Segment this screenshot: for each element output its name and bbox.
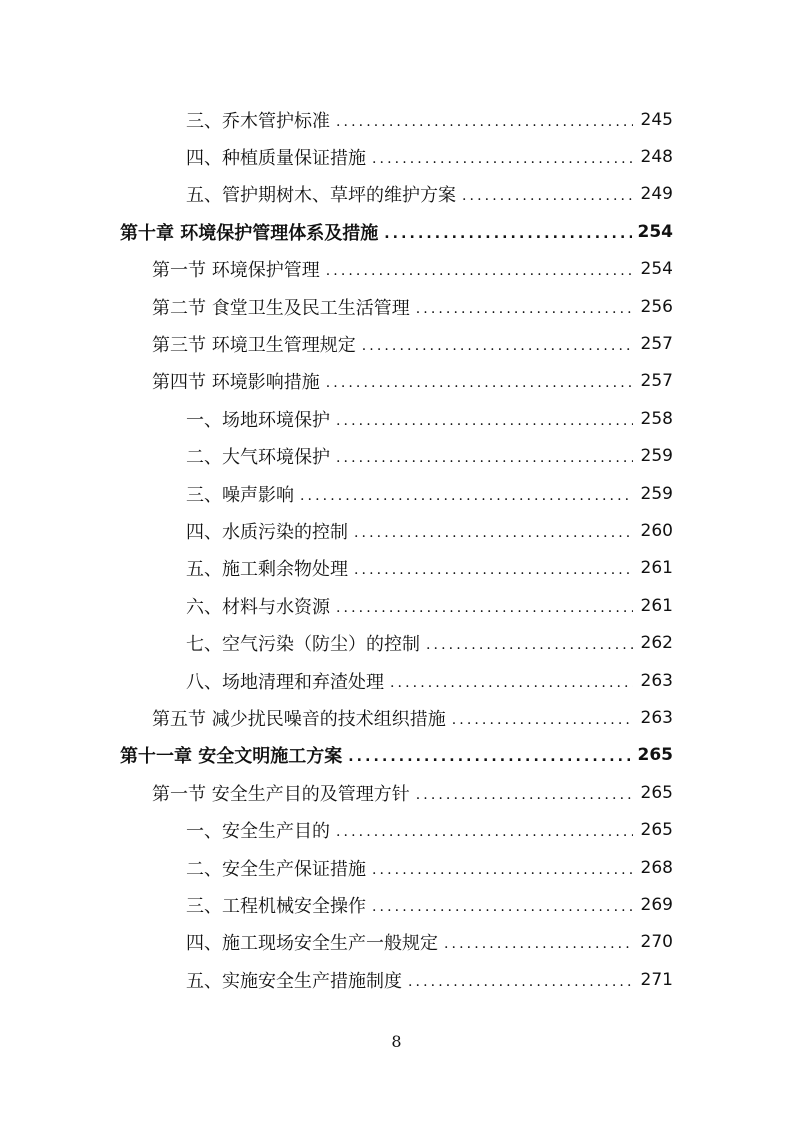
toc-entry-title: 五、实施安全生产措施制度 [186, 970, 402, 992]
toc-entry-page-number: 257 [640, 371, 673, 392]
toc-entry-title: 第一节 安全生产目的及管理方针 [152, 783, 410, 805]
toc-entry-title: 七、空气污染（防尘）的控制 [186, 634, 420, 656]
toc-entry-title: 八、场地清理和弃渣处理 [186, 671, 384, 693]
toc-entry-title: 第二节 食堂卫生及民工生活管理 [152, 297, 410, 319]
toc-subsection-entry[interactable] [0, 662, 793, 699]
toc-subsection-entry[interactable] [0, 811, 793, 848]
toc-dot-leader [452, 709, 633, 727]
toc-dot-leader [408, 971, 633, 989]
table-of-contents [0, 101, 793, 998]
toc-entry-page-number: 265 [640, 820, 673, 841]
toc-entry-page-number: 261 [640, 595, 673, 616]
toc-subsection-entry[interactable] [0, 550, 793, 587]
toc-dot-leader [372, 859, 633, 877]
toc-subsection-entry[interactable] [0, 624, 793, 661]
toc-subsection-entry[interactable] [0, 138, 793, 175]
toc-section-entry[interactable] [0, 325, 793, 362]
toc-entry-title: 六、材料与水资源 [186, 596, 330, 618]
toc-entry-page-number: 259 [640, 446, 673, 467]
toc-subsection-entry[interactable] [0, 849, 793, 886]
toc-entry-page-number: 268 [640, 857, 673, 878]
toc-entry-title: 三、工程机械安全操作 [186, 895, 366, 917]
toc-dot-leader [354, 559, 633, 577]
toc-dot-leader [336, 111, 633, 129]
toc-subsection-entry[interactable] [0, 924, 793, 961]
toc-dot-leader [336, 410, 633, 428]
toc-section-entry[interactable] [0, 699, 793, 736]
toc-entry-page-number: 245 [640, 109, 673, 130]
toc-section-entry[interactable] [0, 251, 793, 288]
toc-dot-leader [444, 933, 633, 951]
toc-entry-page-number: 265 [637, 745, 673, 766]
toc-entry-title: 第十一章 安全文明施工方案 [120, 746, 343, 768]
toc-entry-page-number: 262 [640, 633, 673, 654]
toc-entry-page-number: 271 [640, 969, 673, 990]
toc-entry-title: 第三节 环境卫生管理规定 [152, 335, 356, 357]
toc-entry-title: 三、噪声影响 [186, 484, 294, 506]
toc-section-entry[interactable] [0, 774, 793, 811]
toc-entry-title: 第一节 环境保护管理 [152, 260, 320, 282]
toc-dot-leader [362, 335, 633, 353]
toc-entry-title: 二、安全生产保证措施 [186, 858, 366, 880]
toc-entry-title: 五、管护期树木、草坪的维护方案 [186, 185, 456, 207]
toc-entry-page-number: 257 [640, 334, 673, 355]
toc-section-entry[interactable] [0, 288, 793, 325]
toc-dot-leader [416, 784, 633, 802]
toc-dot-leader [372, 148, 633, 166]
toc-entry-page-number: 269 [640, 894, 673, 915]
toc-dot-leader [426, 634, 633, 652]
toc-entry-page-number: 263 [640, 707, 673, 728]
toc-chapter-entry[interactable] [0, 213, 793, 250]
toc-dot-leader [348, 746, 631, 764]
toc-dot-leader [336, 597, 633, 615]
toc-subsection-entry[interactable] [0, 886, 793, 923]
toc-entry-title: 三、乔木管护标准 [186, 110, 330, 132]
toc-dot-leader [384, 223, 631, 241]
toc-entry-page-number: 254 [640, 259, 673, 280]
toc-subsection-entry[interactable] [0, 438, 793, 475]
toc-entry-title: 第五节 减少扰民噪音的技术组织措施 [152, 708, 446, 730]
toc-subsection-entry[interactable] [0, 101, 793, 138]
toc-entry-title: 二、大气环境保护 [186, 447, 330, 469]
toc-subsection-entry[interactable] [0, 512, 793, 549]
toc-entry-page-number: 248 [640, 147, 673, 168]
toc-entry-page-number: 263 [640, 670, 673, 691]
toc-entry-page-number: 256 [640, 296, 673, 317]
toc-entry-page-number: 260 [640, 520, 673, 541]
toc-subsection-entry[interactable] [0, 961, 793, 998]
toc-chapter-entry[interactable] [0, 737, 793, 774]
toc-dot-leader [354, 522, 633, 540]
toc-dot-leader [416, 298, 633, 316]
toc-dot-leader [326, 372, 633, 390]
toc-entry-title: 一、安全生产目的 [186, 821, 330, 843]
toc-entry-page-number: 261 [640, 558, 673, 579]
toc-entry-page-number: 258 [640, 408, 673, 429]
toc-entry-title: 第四节 环境影响措施 [152, 372, 320, 394]
toc-entry-title: 四、种植质量保证措施 [186, 148, 366, 170]
toc-entry-page-number: 265 [640, 782, 673, 803]
toc-dot-leader [390, 672, 633, 690]
toc-entry-title: 五、施工剩余物处理 [186, 559, 348, 581]
toc-dot-leader [300, 485, 633, 503]
toc-subsection-entry[interactable] [0, 587, 793, 624]
toc-subsection-entry[interactable] [0, 400, 793, 437]
toc-entry-title: 四、水质污染的控制 [186, 521, 348, 543]
toc-dot-leader [336, 447, 633, 465]
toc-dot-leader [326, 260, 633, 278]
toc-entry-title: 第十章 环境保护管理体系及措施 [120, 222, 379, 244]
toc-section-entry[interactable] [0, 363, 793, 400]
toc-dot-leader [372, 896, 633, 914]
toc-entry-page-number: 259 [640, 483, 673, 504]
toc-entry-page-number: 249 [640, 184, 673, 205]
toc-subsection-entry[interactable] [0, 176, 793, 213]
toc-subsection-entry[interactable] [0, 475, 793, 512]
toc-entry-page-number: 270 [640, 932, 673, 953]
page-number: 8 [391, 1032, 402, 1051]
toc-entry-page-number: 254 [637, 221, 673, 242]
toc-dot-leader [462, 185, 633, 203]
toc-entry-title: 四、施工现场安全生产一般规定 [186, 933, 438, 955]
toc-entry-title: 一、场地环境保护 [186, 409, 330, 431]
toc-dot-leader [336, 821, 633, 839]
